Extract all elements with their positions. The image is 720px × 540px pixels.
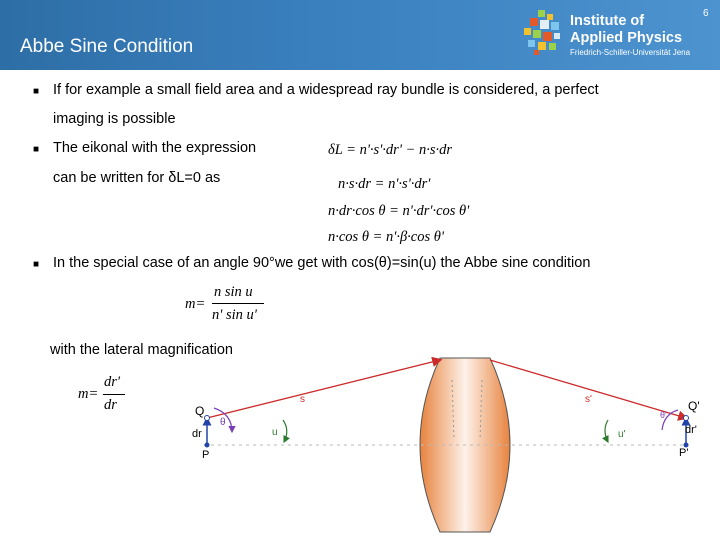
bullet-2-line-1: The eikonal with the expression — [53, 140, 257, 156]
lateral-formula-lhs: m= — [78, 386, 99, 402]
point-Q-prime — [684, 416, 689, 421]
label-s-prime: s' — [585, 394, 592, 405]
logo-line-1: Institute of — [570, 13, 645, 29]
label-Q: Q — [195, 404, 205, 418]
equation-3: n·cos θ = n'·β·cos θ' — [328, 229, 444, 245]
bullet-marker: ■ — [33, 144, 40, 155]
bullet-2-line-2: can be written for δL=0 as — [53, 170, 221, 186]
outgoing-ray — [490, 360, 686, 418]
bullet-marker: ■ — [33, 86, 40, 97]
slide-title: Abbe Sine Condition — [20, 36, 194, 57]
label-u: u — [272, 427, 278, 438]
u-prime-arc — [605, 420, 608, 442]
logo-line-2: Applied Physics — [570, 30, 683, 46]
sine-condition-lhs: m= — [185, 296, 206, 312]
lateral-magnification-label: with the lateral magnification — [50, 342, 233, 358]
point-P — [205, 443, 210, 448]
sine-condition-numerator: n sin u — [214, 284, 253, 300]
eikonal-equation: δL = n'·s'·dr' − n·s·dr — [328, 142, 452, 158]
bullet-3-line-1: In the special case of an angle 90°we get with cos(θ)=sin(u) the Abbe sine condition — [53, 255, 591, 271]
equation-2: n·dr·cos θ = n'·dr'·cos θ' — [328, 203, 470, 219]
bullet-1-line-2: imaging is possible — [53, 111, 176, 127]
lateral-formula-numerator: dr' — [104, 374, 120, 390]
sine-condition-denominator: n' sin u' — [212, 307, 257, 323]
point-Q — [205, 416, 210, 421]
page-number: 6 — [703, 8, 709, 19]
label-P: P — [202, 449, 210, 461]
label-theta-prime: θ' — [660, 410, 667, 420]
equation-1: n·s·dr = n'·s'·dr' — [338, 176, 431, 192]
incoming-ray — [207, 360, 440, 418]
label-dr-prime: dr' — [685, 424, 697, 436]
bullet-marker: ■ — [33, 259, 40, 270]
lateral-formula-denominator: dr — [104, 397, 117, 413]
label-theta: θ — [220, 417, 226, 428]
logo-line-3: Friedrich-Schiller-Universität Jena — [570, 48, 691, 57]
u-arc — [283, 420, 287, 442]
label-Q-prime: Q' — [688, 399, 700, 413]
bullet-1-line-1: If for example a small field area and a widespread ray bundle is considered, a perfect — [53, 82, 599, 98]
label-s: s — [300, 394, 305, 405]
label-dr: dr — [192, 428, 202, 440]
label-u-prime: u' — [618, 429, 626, 440]
label-P-prime: P' — [679, 447, 689, 459]
